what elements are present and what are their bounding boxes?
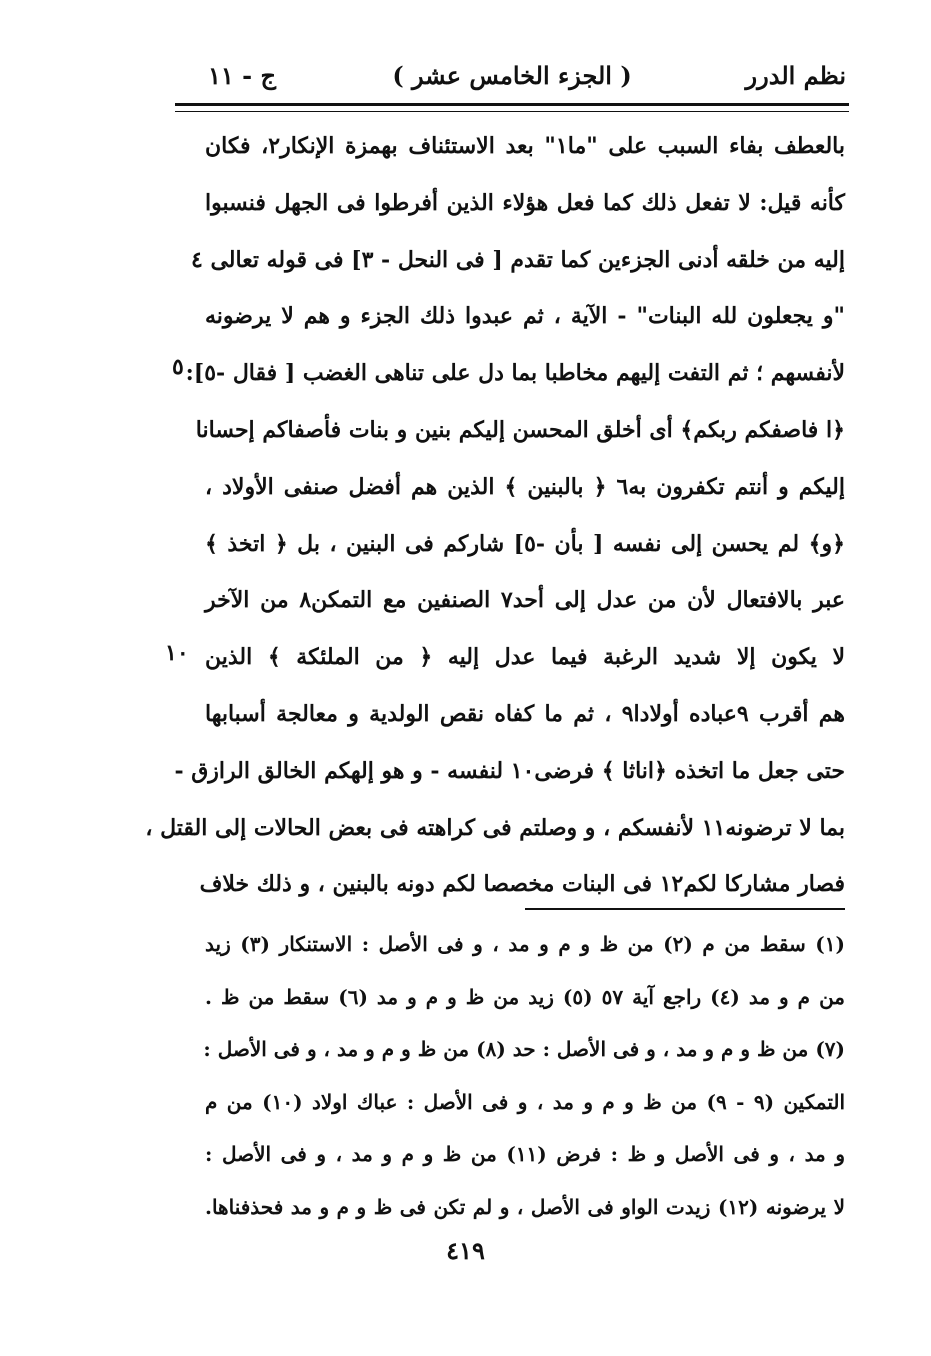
- text-line: لا يكون إلا شديد الرغبة فيما عدل إليه ﴿ من الملئكة ﴾ الذين: [205, 644, 845, 671]
- main-text: [145, 118, 846, 913]
- line-number-10: ١٠: [165, 640, 189, 666]
- text-line: ﴿ا فاصفكم ربكم﴾ أى أخلق المحسن إليكم بنين و بنات فأصفاكم إحسانا: [195, 416, 845, 443]
- footnote-separator: [525, 908, 845, 910]
- text-line: لأنفسهم ؛ ثم التفت إليهم مخاطبا بما دل على تناهى الغضب [ فقال -٥]:: [185, 360, 845, 387]
- header-rule-thick: [175, 103, 849, 106]
- text-line: ﴿و﴾ لم يحسن إلى نفسه [ بأن -٥] شاركم فى البنين ، بل ﴿ اتخذ ﴾: [205, 530, 845, 557]
- text-line: بالعطف بفاء السبب على "ما١" بعد الاستئناف بهمزة الإنكار٢، فكان: [205, 133, 845, 159]
- text-line: إليكم و أنتم تكفرون به٦ ﴿ بالبنين ﴾ الذين هم أفضل صنفى الأولاد ،: [205, 473, 846, 500]
- text-line: فصار مشاركا لكم١٢ فى البنات مخصصا لكم دونه بالبنين ، و ذلك خلاف: [199, 871, 845, 898]
- footnote-line: (١) سقط من م (٢) من ظ و م و مد ، و فى الأصل : الاستنكار (٣) زيد: [205, 932, 845, 956]
- text-line: هم أقرب ٩عباده أولادا٩ ، ثم ما كفاه نقص الولدية و معالجة أسبابها: [205, 700, 845, 727]
- text-line: إليه من خلقه أدنى الجزءين كما تقدم [ فى النحل - ٣] فى قوله تعالى ٤: [190, 246, 845, 273]
- page-number: ٤١٩: [446, 1236, 485, 1265]
- footnote-line: من م و مد (٤) راجع آية ٥٧ (٥) زيد من ظ و م و مد (٦) سقط من ظ .: [205, 984, 846, 1009]
- volume-reference: ج - ١١: [208, 61, 276, 90]
- part-title: ( الجزء الخامس عشر ): [392, 61, 632, 90]
- text-line: حتى جعل ما اتخذه ﴿اناثا ﴾ فرضى١٠ لنفسه - و هو إلهكم الخالق الرازق -: [174, 757, 845, 784]
- text-line: عبر بالافتعال لأن من عدل إلى أحد٧ الصنفين مع التمكن٨ من الآخر: [205, 587, 846, 614]
- footnote-line: و مد ، و فى الأصل و ظ : فرض (١١) من ظ و م و مد ، و فى الأصل :: [205, 1142, 845, 1166]
- footnote-line: لا يرضونه (١٢) زيدت الواو فى الأصل ، و لم تكن فى ظ و م و مد فحذفناها.: [205, 1194, 845, 1219]
- text-line: "و يجعلون لله البنات" - الآية ، ثم عبدوا ذلك الجزء و هم لا يرضونه: [205, 303, 845, 330]
- text-line: كأنه قيل: لا تفعل ذلك كما فعل هؤلاء الذين أفرطوا فى الجهل فنسبوا: [205, 189, 845, 216]
- header-rule-thin: [175, 111, 849, 112]
- book-title: نظم الدرر: [745, 61, 846, 90]
- running-header: [178, 55, 846, 95]
- footnote-line: التمكين (٩ - ٩) من ظ و م و مد ، و فى الأصل : عباك اولاد (١٠) من م: [205, 1089, 845, 1114]
- line-number-5: ٥: [172, 354, 184, 380]
- text-line: بما لا ترضونه١١ لأنفسكم ، و وصلتم فى كراهته فى بعض الحالات إلى القتل ،: [145, 814, 845, 841]
- footnote-line: (٧) من ظ و م و مد ، و فى الأصل : حد (٨) من ظ و م و مد ، و فى الأصل :: [203, 1037, 845, 1061]
- footnotes: [205, 918, 845, 1233]
